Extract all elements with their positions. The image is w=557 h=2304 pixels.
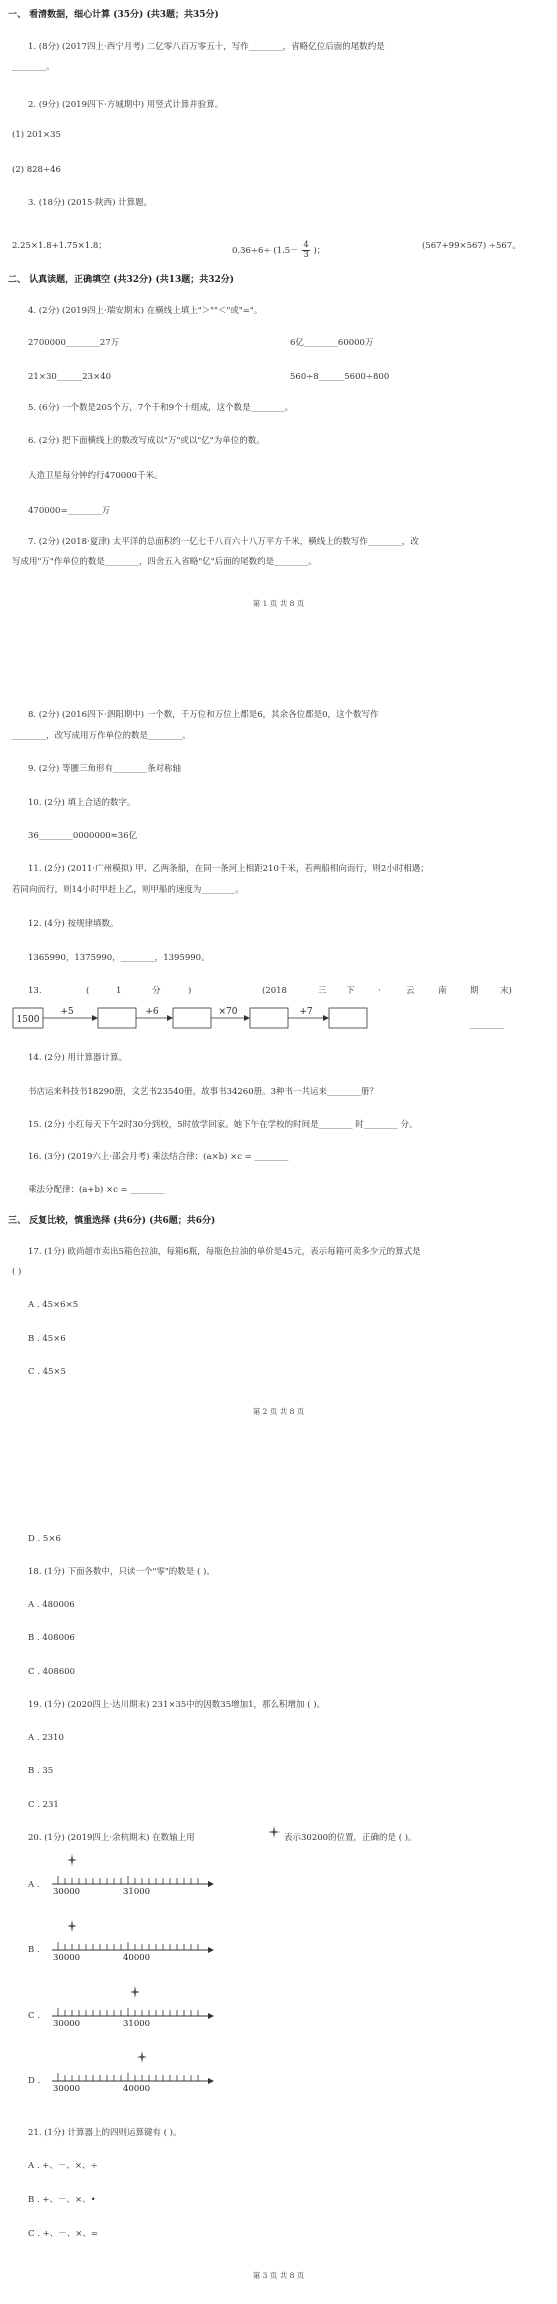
question-10: 10. (2分) 填上合适的数字。: [28, 798, 136, 808]
question-18-option-a: A . 480006: [28, 1600, 75, 1610]
axis-tick-label: 40000: [123, 1953, 151, 1962]
question-3: 3. (18分) (2015·陕西) 计算题。: [28, 198, 153, 208]
question-3-expr-1: 2.25×1.8+1.75×1.8；: [12, 241, 107, 251]
flow-box-2: [173, 1008, 211, 1028]
question-2-part-1: (1) 201×35: [12, 130, 61, 140]
q13-grade: 三: [318, 986, 327, 996]
question-11: 11. (2分) (2011·广州模拟) 甲、乙两条船，在同一条河上相距210千米，若两船相向而行，则2小时相遇；: [28, 864, 429, 874]
fraction-denominator: 3: [303, 250, 309, 260]
question-19-option-c: C . 231: [28, 1800, 59, 1810]
flow-box-1: [98, 1008, 136, 1028]
question-19-option-a: A . 2310: [28, 1733, 64, 1743]
question-17: 17. (1分) 欧尚超市卖出5箱色拉油，每箱6瓶，每瓶色拉油的单价是45元，表示每箱可卖多少元的算式是: [28, 1247, 421, 1257]
flow-op-1: +5: [60, 1007, 74, 1017]
flow-op-4: +7: [299, 1007, 313, 1017]
question-6: 6. (2分) 把下面横线上的数改写成以"万"或以"亿"为单位的数。: [28, 436, 265, 446]
flow-arrowhead-3: [244, 1015, 250, 1021]
flow-arrowhead-1: [92, 1015, 98, 1021]
question-20-cont: 表示30200的位置，正确的是 ( )。: [284, 1833, 417, 1843]
question-17-option-c: C . 45×5: [28, 1367, 66, 1377]
question-12-a: 1365990，1375990，________，1395990。: [28, 953, 210, 963]
fraction-numerator: 4: [303, 240, 309, 250]
q13-region-2: 南: [438, 986, 447, 996]
question-17-option-a: A . 45×6×5: [28, 1300, 79, 1310]
question-17-option-d: D . 5×6: [28, 1534, 61, 1544]
question-16-b: 乘法分配律：(a+b) ×c = ________: [28, 1185, 165, 1195]
axis-tick-label: 30000: [53, 2019, 81, 2028]
q13-paren-open: (: [86, 986, 90, 996]
page-2-footer: 第 2 页 共 8 页: [252, 1407, 305, 1416]
star-marker-icon: [67, 1854, 77, 1866]
q13-paren-close: ): [188, 986, 192, 996]
question-20-option-a-axis: [50, 1850, 230, 1896]
question-20-option-b-axis: [50, 1916, 230, 1962]
flow-start-value: 1500: [16, 1015, 40, 1025]
axis-tick-label: 40000: [123, 2084, 151, 2093]
flow-op-3: ×70: [218, 1007, 238, 1017]
flow-box-4: [329, 1008, 367, 1028]
q13-exam-1: 期: [470, 986, 479, 996]
question-19: 19. (1分) (2020四上·达川期末) 231×35中的因数35增加1，那么积增加 ( )。: [28, 1700, 326, 1710]
section-1-heading: 一、 看清数据，细心计算 (35分) (共3题；共35分): [8, 10, 219, 20]
question-17-cont: ( ): [12, 1267, 22, 1277]
question-6-b: 470000=________万: [28, 506, 111, 516]
page-1: [0, 0, 557, 760]
axis-arrowhead: [208, 2078, 214, 2084]
flow-arrowhead-2: [167, 1015, 173, 1021]
section-3-heading: 三、 反复比较，慎重选择 (共6分) (共6题；共6分): [8, 1216, 216, 1226]
question-20-option-c-label: C .: [28, 2011, 40, 2021]
question-3-expr-3: (567+99×567) ÷567。: [422, 241, 521, 251]
question-1: 1. (8分) (2017四上·西宁月考) 二亿零八百万零五十，写作________，省略亿位后面的尾数约是: [28, 42, 385, 52]
q13-num: 13.: [28, 986, 42, 996]
question-1-cont: ________。: [12, 62, 55, 72]
page-1-footer: 第 1 页 共 8 页: [252, 599, 305, 608]
question-3-expr-2: [232, 241, 325, 260]
axis-arrowhead: [208, 1881, 214, 1887]
question-21: 21. (1分) 计算器上的四则运算键有 ( )。: [28, 2128, 182, 2138]
question-11-cont: 若同向而行，则14小时甲赶上乙，则甲船的速度为________。: [12, 885, 244, 895]
axis-tick-label: 30000: [53, 1887, 81, 1896]
question-4-a: 2700000________27万: [28, 338, 120, 348]
axis-tick-label: 31000: [123, 1887, 151, 1896]
star-marker-icon: [67, 1920, 77, 1932]
q13-score: 1: [116, 986, 122, 996]
question-21-option-a: A . +、－、×、÷: [28, 2161, 98, 2171]
question-12: 12. (4分) 按规律填数。: [28, 919, 119, 929]
question-20-option-c-axis: [50, 1982, 230, 2028]
axis-tick-label: 31000: [123, 2019, 151, 2028]
question-21-option-b: B . +、－、×、•: [28, 2195, 96, 2205]
question-7: 7. (2分) (2018·夏津) 太平洋的总面积约一亿七千八百六十八万平方千米，横线上的数写作________，改: [28, 537, 419, 547]
question-2-part-2: (2) 828÷46: [12, 165, 61, 175]
question-20-option-b-label: B .: [28, 1945, 40, 1955]
flow-arrowhead-4: [323, 1015, 329, 1021]
q13-term: 下: [346, 986, 355, 996]
question-20-option-d-label: D .: [28, 2076, 41, 2086]
question-4-c: 21×30______23×40: [28, 372, 112, 382]
flow-op-2: +6: [145, 1007, 159, 1017]
question-4-b: 6亿________60000万: [290, 338, 374, 348]
question-7-cont: 写成用"万"作单位的数是________，四舍五入省略"亿"后面的尾数约是________。: [12, 557, 317, 567]
question-18-option-c: C . 408600: [28, 1667, 76, 1677]
question-4-d: 560÷8______5600÷800: [290, 372, 390, 382]
page-3-footer: 第 3 页 共 8 页: [252, 2271, 305, 2280]
question-14-a: 书店运来科技书18290册，文艺书23540册，故事书34260册。3种书一共运来________册？: [28, 1087, 379, 1097]
question-18: 18. (1分) 下面各数中，只读一个"零"的数是 ( )。: [28, 1567, 215, 1577]
question-2: 2. (9分) (2019四下·方城期中) 用竖式计算并验算。: [28, 100, 224, 110]
question-9: 9. (2分) 等腰三角形有________条对称轴: [28, 764, 182, 774]
q13-year: (2018: [262, 986, 287, 996]
fraction: [302, 241, 309, 260]
question-8-cont: ________，改写成用万作单位的数是________。: [12, 731, 191, 741]
question-18-option-b: B . 408006: [28, 1633, 75, 1643]
q13-exam-2: 末): [500, 986, 512, 996]
question-19-option-b: B . 35: [28, 1766, 54, 1776]
question-20-option-d-axis: [50, 2047, 230, 2093]
question-5: 5. (6分) 一个数是205个万，7个千和9个十组成，这个数是________。: [28, 403, 294, 413]
q13-dot: ·: [378, 986, 381, 996]
question-13-flow-diagram: [12, 998, 412, 1038]
star-marker-icon: [137, 2051, 147, 2063]
expr-2-suffix: )；: [313, 246, 326, 256]
question-8: 8. (2分) (2016四下·泗阳期中) 一个数，千万位和万位上都是6，其余各位都是0，这个数写作: [28, 710, 379, 720]
question-16: 16. (3分) (2019六上·邵会月考) 乘法结合律：(a×b) ×c = ________: [28, 1152, 289, 1162]
question-17-option-b: B . 45×6: [28, 1334, 66, 1344]
section-2-heading: 二、 认真读题，正确填空 (共32分) (共13题；共32分): [8, 275, 235, 285]
star-marker-icon: [268, 1826, 280, 1838]
page-3: [0, 1520, 557, 2304]
axis-arrowhead: [208, 1947, 214, 1953]
question-21-option-c: C . +、－、×、=: [28, 2229, 98, 2239]
question-20: 20. (1分) (2019四上·余杭期末) 在数轴上用: [28, 1833, 195, 1843]
question-10-a: 36________0000000≈36亿: [28, 831, 138, 841]
question-13-tail-blank: ________: [470, 1020, 504, 1030]
star-marker-icon: [130, 1986, 140, 1998]
page-2: [0, 700, 557, 1440]
q13-score-unit: 分: [152, 986, 161, 996]
axis-tick-label: 30000: [53, 1953, 81, 1962]
question-15: 15. (2分) 小红每天下午2时30分到校，5时放学回家。她下午在学校的时间是________ 时________ 分。: [28, 1120, 418, 1130]
axis-arrowhead: [208, 2013, 214, 2019]
q13-region-1: 云: [406, 986, 415, 996]
axis-tick-label: 30000: [53, 2084, 81, 2093]
flow-box-3: [250, 1008, 288, 1028]
question-14: 14. (2分) 用计算器计算。: [28, 1053, 127, 1063]
question-4: 4. (2分) (2019四上·瑞安期末) 在横线上填上"＞""＜"或"="。: [28, 306, 263, 316]
question-6-a: 人造卫星每分钟约行470000千米。: [28, 471, 163, 481]
question-20-option-a-label: A .: [28, 1880, 40, 1890]
expr-2-prefix: 0.36÷6÷ (1.5－: [232, 246, 299, 256]
